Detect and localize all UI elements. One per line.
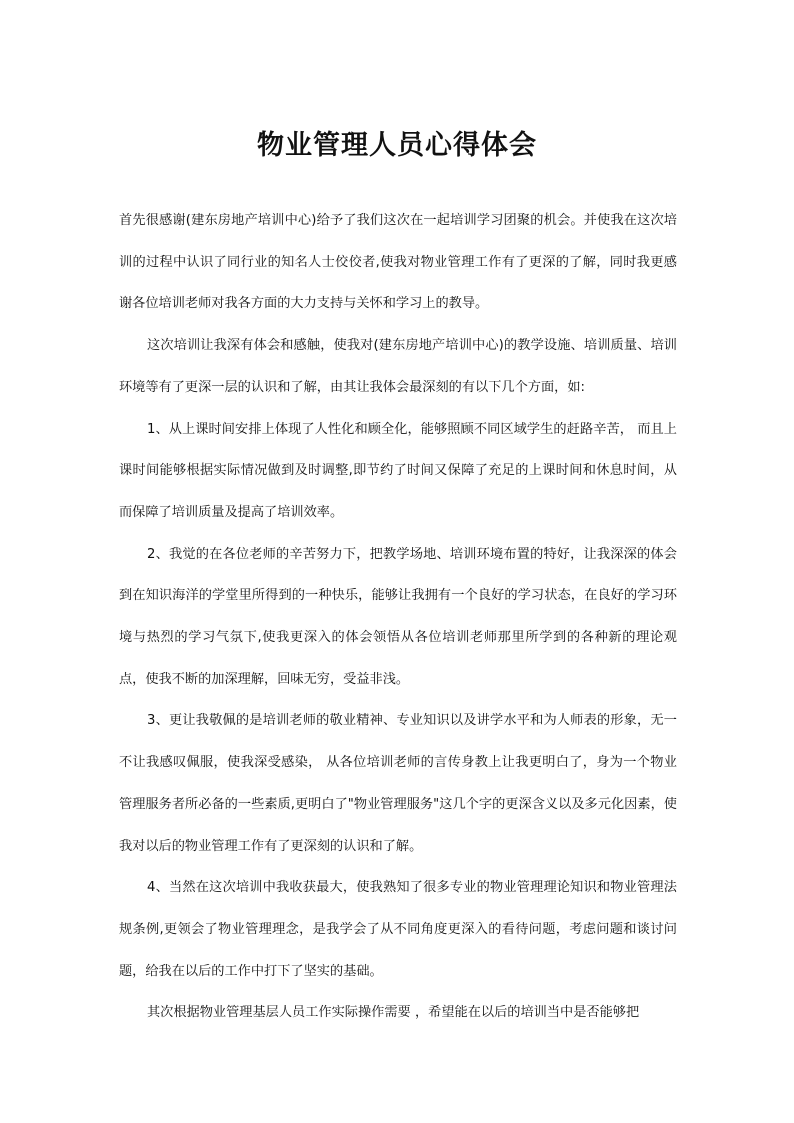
paragraph-impressions: 这次培训让我深有体会和感触，使我对(建东房地产培训中心)的教学设施、培训质量、培训环境等有了更深一层的认识和了解，由其让我体会最深刻的有以下几个方面，如:	[119, 338, 677, 395]
paragraph-intro: 首先很感谢(建东房地产培训中心)给予了我们这次在一起培训学习团聚的机会。并使我在这次培训的过程中认识了同行业的知名人士佼佼者,使我对物业管理工作有了更深的了解，同时我更感谢各位培训老师对我各方面的大力支持与关怀和学习上的教导。	[119, 213, 677, 312]
paragraph-point-1: 1、从上课时间安排上体现了人性化和顾全化，能够照顾不同区域学生的赶路辛苦， 而且上课时间能够根据实际情况做到及时调整,即节约了时间又保障了充足的上课时间和休息时间，从而保障了培训质量及提高了培训效率。	[119, 421, 677, 520]
document-title: 物业管理人员心得体会	[257, 130, 537, 161]
paragraph-point-4: 4、当然在这次培训中我收获最大，使我熟知了很多专业的物业管理理论知识和物业管理法规条例,更领会了物业管理理念，是我学会了从不同角度更深入的看待问题，考虑问题和谈讨问题，给我在以后的工作中打下了坚实的基础。	[119, 880, 677, 979]
paragraph-suggestion: 其次根据物业管理基层人员工作实际操作需要 ，希望能在以后的培训当中是否能够把	[147, 1005, 640, 1021]
document-body	[119, 200, 677, 1034]
paragraph-point-2: 2、我觉的在各位老师的辛苦努力下，把教学场地、培训环境布置的特好，让我深深的体会到在知识海洋的学堂里所得到的一种快乐，能够让我拥有一个良好的学习状态，在良好的学习环境与热烈的学习气氛下,使我更深入的体会领悟从各位培训老师那里所学到的各种新的理论观点，使我不断的加深理解，回味无穷，受益非浅。	[119, 546, 677, 687]
paragraph-point-3: 3、更让我敬佩的是培训老师的敬业精神、专业知识以及讲学水平和为人师表的形象，无一不让我感叹佩服，使我深受感染， 从各位培训老师的言传身教上让我更明白了，身为一个物业管理服务者所必备的一些素质,更明白了"物业管理服务"这几个字的更深含义以及多元化因素，使我对以后的物业管理工作有了更深刻的认识和了解。	[119, 713, 677, 854]
